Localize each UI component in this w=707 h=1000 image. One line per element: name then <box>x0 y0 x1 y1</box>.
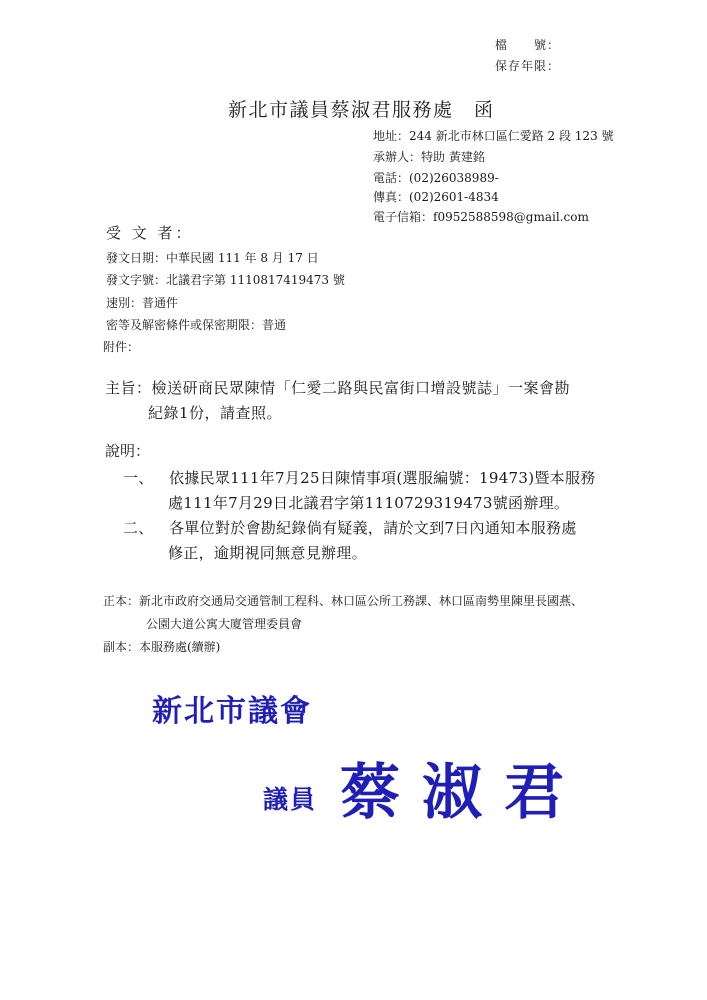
councilor-name-stamp: 蔡淑君 <box>340 758 586 828</box>
issue-date: 發文日期：中華民國 111 年 8 月 17 日 <box>106 251 319 265</box>
original-recipients-line-1: 正本：新北市政府交通局交通管制工程科、林口區公所工務課、林口區南勢里陳里長國燕、 <box>103 594 584 608</box>
item-text-line-2: 修正，逾期視同無意見辦理。 <box>168 544 367 562</box>
item-text-line-2: 處111年7月29日北議君字第1110729319473號函辦理。 <box>168 494 570 512</box>
attachment-label: 附件： <box>103 340 140 354</box>
delivery-speed: 速別：普通件 <box>106 296 179 310</box>
contact-handler: 承辦人：特助 黃建銘 <box>373 150 485 164</box>
explanation-item <box>123 517 577 538</box>
explanation-item <box>123 467 596 488</box>
original-recipients-line-2: 公園大道公寓大廈管理委員會 <box>146 617 303 631</box>
retention-period-field: 保存年限： <box>495 59 561 73</box>
item-text-line-1: 依據民眾111年7月25日陳情事項(選服編號：19473)暨本服務 <box>169 469 596 487</box>
carbon-copy-recipients: 副本：本服務處(續辦) <box>103 640 221 654</box>
explanation-heading: 說明： <box>105 442 151 460</box>
council-stamp-org: 新北市議會 <box>152 694 312 729</box>
subject-line-1: 主旨：檢送研商民眾陳情「仁愛二路與民富街口增設號誌」一案會勘 <box>105 379 571 397</box>
document-title: 新北市議員蔡淑君服務處 函 <box>228 99 495 121</box>
document-number: 發文字號：北議君字第 1110817419473 號 <box>106 273 345 287</box>
contact-email: 電子信箱：f0952588598@gmail.com <box>373 210 589 224</box>
contact-fax: 傳真：(02)2601-4834 <box>373 190 499 204</box>
recipient-label: 受 文 者： <box>106 224 194 242</box>
item-text-line-1: 各單位對於會勘紀錄倘有疑義，請於文到7日內通知本服務處 <box>169 519 577 537</box>
file-number-field: 檔 號： <box>495 38 561 52</box>
contact-address: 地址：244 新北市林口區仁愛路 2 段 123 號 <box>373 129 614 143</box>
item-number: 二、 <box>123 519 154 537</box>
contact-phone: 電話：(02)26038989- <box>373 171 499 185</box>
item-number: 一、 <box>123 469 154 487</box>
councilor-title-stamp: 議員 <box>263 785 318 814</box>
secrecy-level: 密等及解密條件或保密期限：普通 <box>106 318 287 332</box>
subject-line-2: 紀錄1份，請查照。 <box>148 404 283 422</box>
